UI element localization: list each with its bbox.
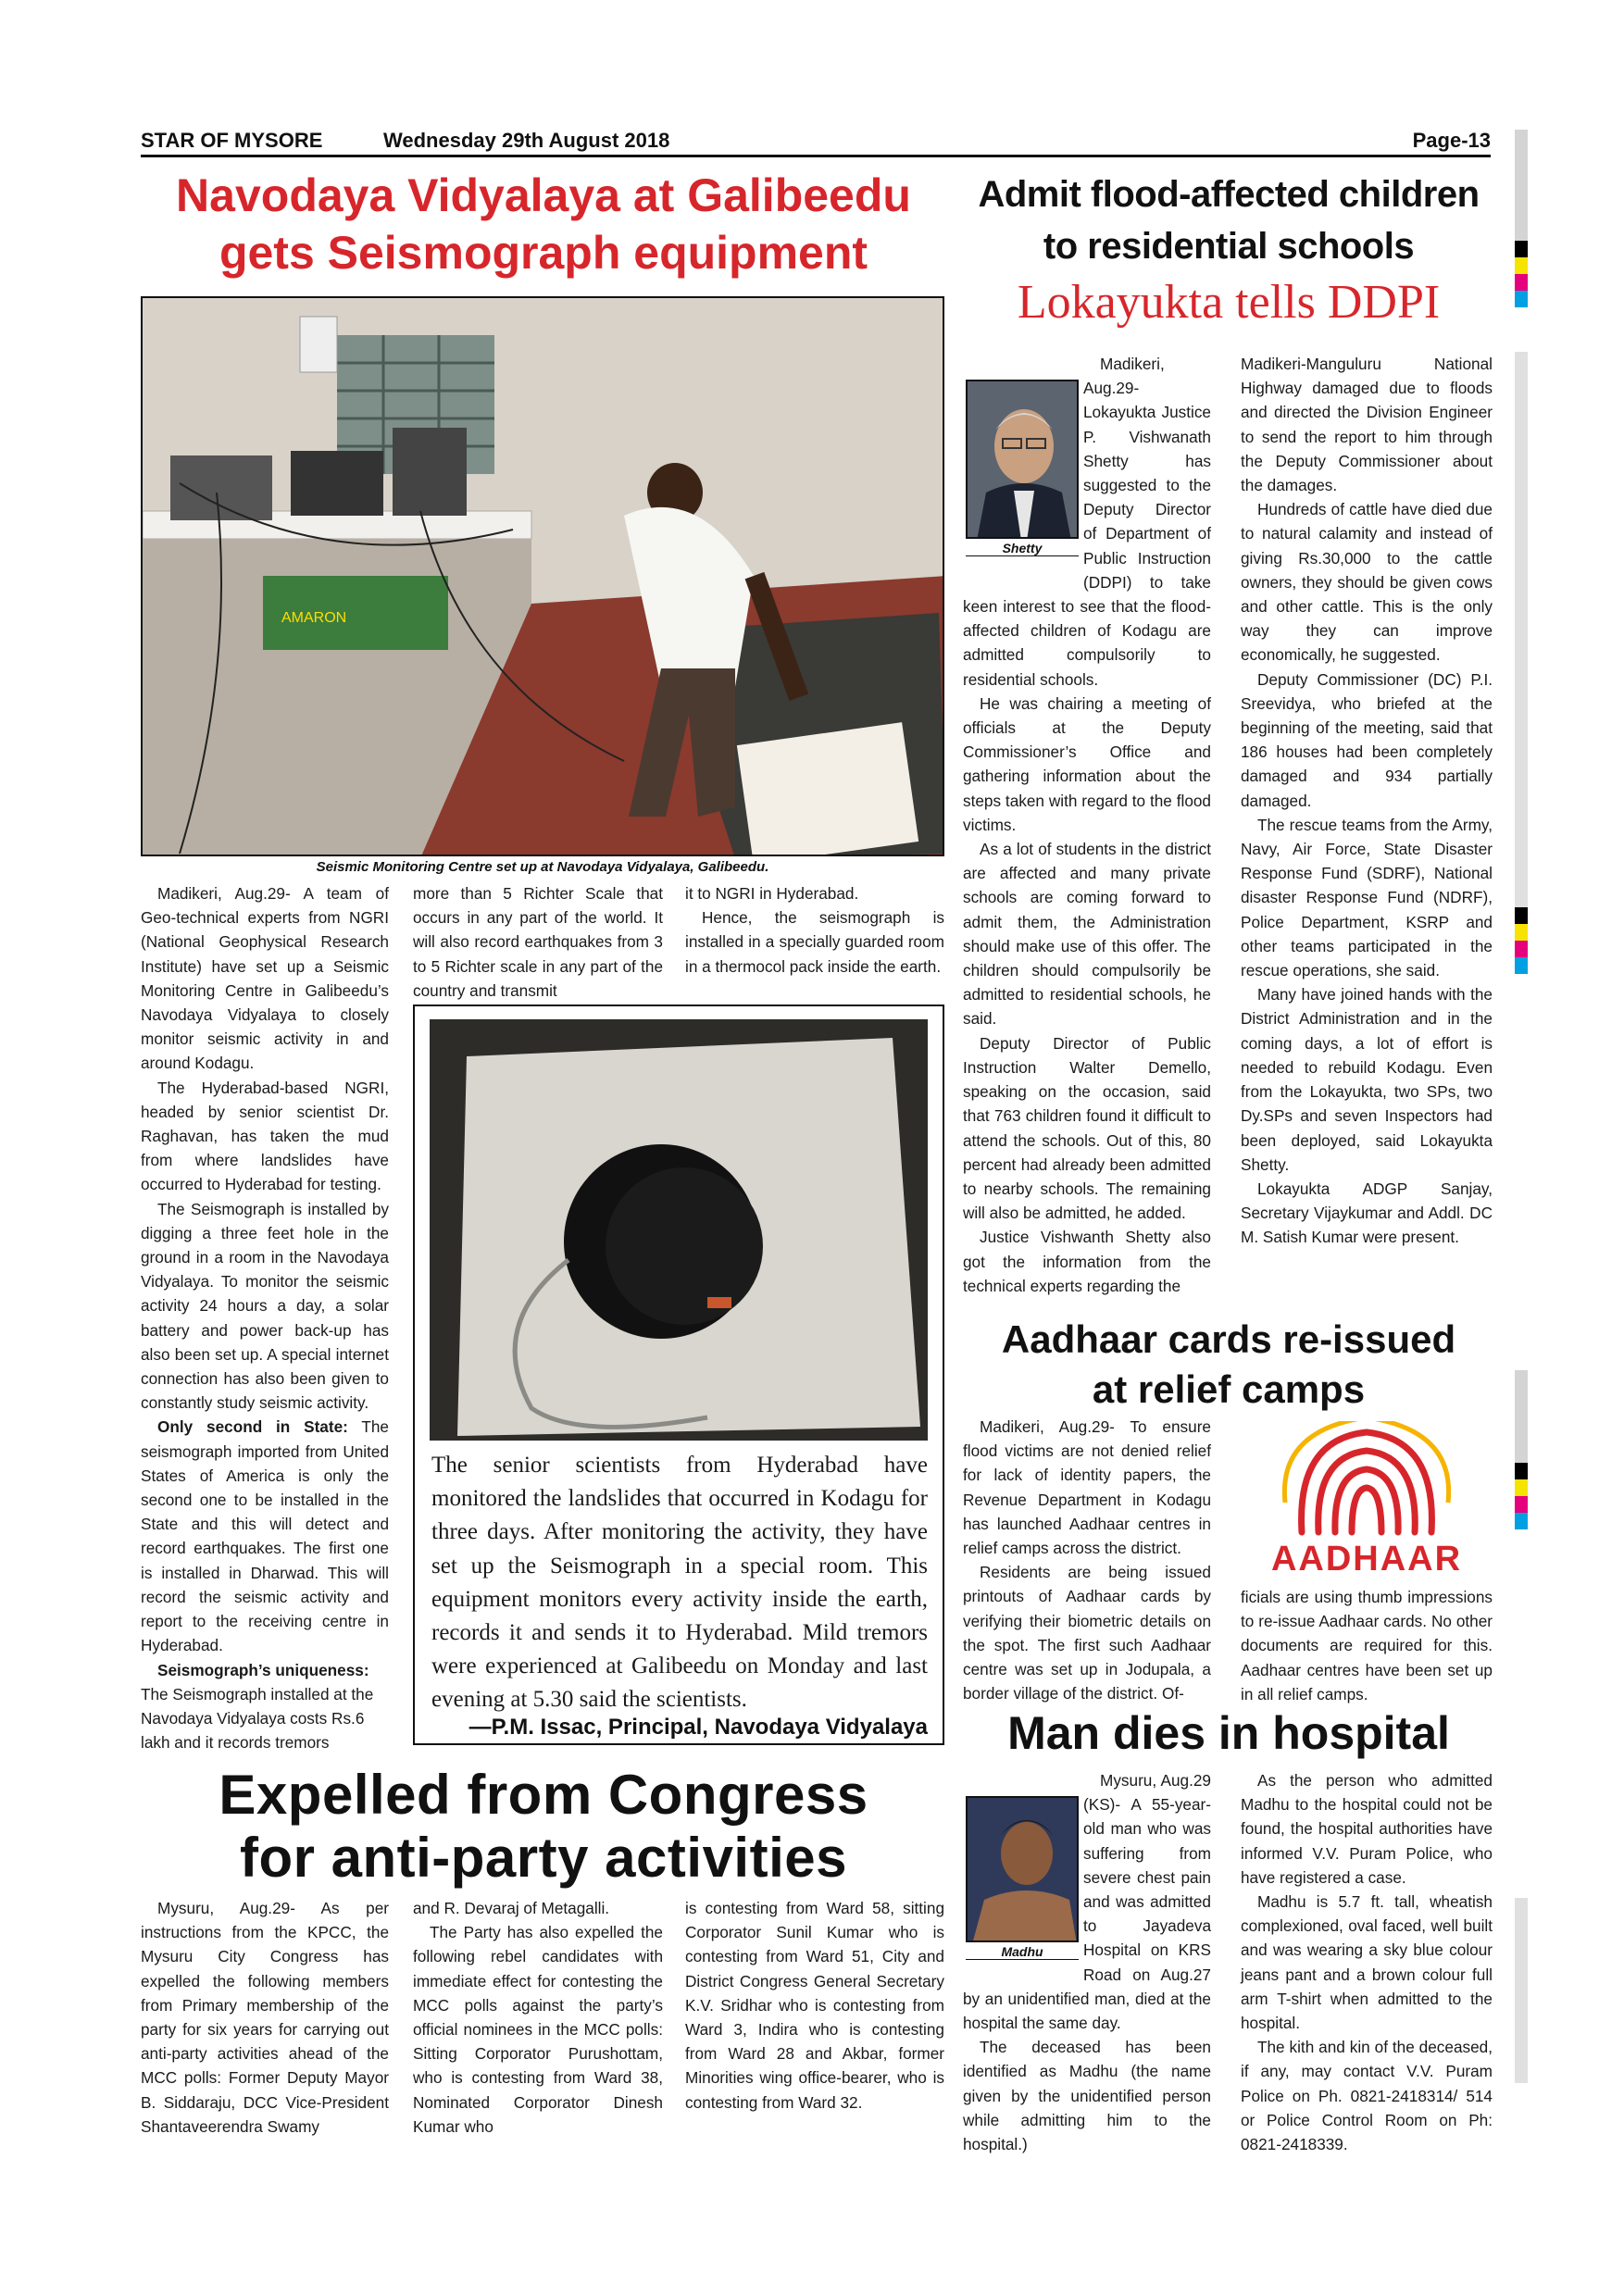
article-column: [1241, 1585, 1493, 1706]
paragraph: The rescue teams from the Army, Navy, Air Force, State Disaster Response Fund (SDRF), National disaster Response Fund (NDRF), Police Department, KSRP and other teams participated in the rescue operations, she said.: [1241, 815, 1493, 980]
page-header: [141, 128, 1491, 157]
paragraph: is contesting from Ward 58, sitting Corporator Sunil Kumar who is contesting from Ward 51, City and District Congress General Secretary K.V. Sridhar who is contesting from Ward 3, Indira who is contesting from Ward 28 and Akbar, former Minorities wing office-bearer, who is contesting from Ward 32.: [685, 1899, 944, 2112]
article-column: [1241, 1768, 1493, 2156]
headline-aadhaar: [963, 1315, 1494, 1415]
issue-date: Wednesday 29th August 2018: [383, 129, 670, 152]
paragraph: Mysuru, Aug.29- As per instructions from the KPCC, the Mysuru City Congress has expelled the following members from Primary membership of the party for six years for carrying out anti-party activities ahead of the MCC polls: Former Deputy Mayor B. Siddaraju, DCC Vice-President Shantaveerendra Swamy: [141, 1899, 389, 2136]
paragraph: Madikeri, Aug.29- A team of Geo-technical experts from NGRI (National Geophysical Research Institute) have set up a Seismic Monitoring Centre in Galibeedu’s Navodaya Vidyalaya to closely monitor seismic activity in and around Kodagu.: [141, 884, 389, 1073]
headline-line: at relief camps: [1092, 1367, 1366, 1411]
article-column: [413, 1896, 663, 2139]
photo-wrap-space: [963, 352, 1083, 570]
headline-line: Admit flood-affected children: [978, 174, 1480, 215]
headline-line: Navodaya Vidyalaya at Galibeedu: [176, 169, 911, 221]
subheading: Seismograph’s uniqueness:: [157, 1660, 369, 1679]
photo-caption: Seismic Monitoring Centre set up at Navodaya Vidyalaya, Galibeedu.: [316, 859, 769, 875]
paragraph: Madikeri-Manguluru National Highway damaged due to floods and directed the Division Engineer to send the report to him through the Deputy Commissioner about the damages.: [1241, 355, 1493, 495]
paragraph: Residents are being issued printouts of Aadhaar cards by verifying their biometric details on the spot. The first such Aadhaar centre was set up in Jodupala, a border village of the district. Of-: [963, 1563, 1211, 1703]
paragraph: Madhu is 5.7 ft. tall, wheatish complexioned, oval faced, well built and was wearing a sky blue colour jeans pant and a brown colour full arm T-shirt when admitted to the hospital.: [1241, 1892, 1493, 2033]
aadhaar-logo-text: AADHAAR: [1270, 1540, 1463, 1578]
headline-man-dies: Man dies in hospital: [1007, 1707, 1450, 1759]
quote-box: [413, 1004, 944, 1745]
paragraph: Justice Vishwanth Shetty also got the information from the technical experts regarding the: [963, 1228, 1211, 1295]
paragraph: [141, 1415, 389, 1657]
paragraph: Hundreds of cattle have died due to natural calamity and instead of giving Rs.30,000 to the cattle owners, they should be given cows and other cattle. This is the only way they can improve economically, he suggested.: [1241, 500, 1493, 665]
paragraph: Mysuru, Aug.29 (KS)- A 55-year-old man who was suffering from severe chest pain and was admitted to Jayadeva Hospital on KRS Road on Aug.27 by an unidentified man, died at the hospital the same day.: [963, 1771, 1211, 2033]
paragraph: He was chairing a meeting of officials at the Deputy Commissioner’s Office and gathering information about the steps taken with regard to the flood victims.: [963, 693, 1211, 834]
paragraph: ficials are using thumb impressions to re-issue Aadhaar cards. No other documents are required for this. Aadhaar centres have been set up in all relief camps.: [1241, 1588, 1493, 1703]
quote-attribution: —P.M. Issac, Principal, Navodaya Vidyalaya: [468, 1715, 928, 1740]
photo-wrap-space: [963, 1768, 1083, 1963]
paragraph: The kith and kin of the deceased, if any, may contact V.V. Puram Police on Ph. 0821-2418314/ 514 or Police Control Room on Ph: 0821-2418339.: [1241, 2038, 1493, 2154]
paragraph: Many have joined hands with the District Administration and in the coming days, a lot of effort is needed to rebuild Kodagu. Even from the Lokayukta, two SPs, two Dy.SPs and seven Inspectors had been deployed, said Lokayukta Shetty.: [1241, 985, 1493, 1174]
paragraph: Madikeri, Aug.29- Lokayukta Justice P. Vishwanath Shetty has suggested to the Deputy Director of Department of Public Instruction (DDPI) to take keen interest to see that the flood-affected children of Kodagu are admitted compulsorily to residential schools.: [963, 355, 1211, 689]
headline-line: gets Seismograph equipment: [219, 227, 868, 279]
article-column: [141, 1896, 389, 2139]
paragraph: The Hyderabad-based NGRI, headed by senior scientist Dr. Raghavan, has taken the mud from where landslides have occurred to Hyderabad for testing.: [141, 1078, 389, 1194]
paragraph: The Party has also expelled the following rebel candidates with immediate effect for contesting the MCC polls against the party’s official nominees in the MCC polls: Sitting Corporator Purushottam, who is contesting from Ward 38, Nominated Corporator Dinesh Kumar who: [413, 1923, 663, 2136]
seismograph-illustration: [430, 1019, 928, 1441]
article-column: [685, 881, 944, 979]
article-column: [963, 1768, 1211, 2156]
article-column: [141, 881, 389, 1754]
article-column: [413, 881, 663, 1003]
seismograph-photo: [430, 1019, 928, 1441]
paragraph-text: The seismograph imported from United States of America is only the second one to be installed in the State and this will detect and record earthquakes. The first one is installed in Dharwad. This will record the seismic activity and report to the receiving centre in Hyderabad.: [141, 1417, 389, 1655]
article-column: [963, 352, 1211, 1298]
page-number: Page-13: [1412, 129, 1491, 152]
paragraph: and R. Devaraj of Metagalli.: [413, 1899, 610, 1917]
newspaper-name: STAR OF MYSORE: [141, 129, 323, 152]
seismic-centre-photo: [141, 296, 944, 856]
aadhaar-logo: [1241, 1421, 1493, 1578]
paragraph: it to NGRI in Hyderabad.: [685, 884, 859, 903]
headline-line: Expelled from Congress: [219, 1764, 868, 1826]
headline-subline: Lokayukta tells DDPI: [1017, 276, 1441, 329]
paragraph: Hence, the seismograph is installed in a specially guarded room in a thermocol pack inside the earth.: [685, 908, 944, 976]
subheading: Only second in State:: [157, 1417, 348, 1437]
paragraph: As a lot of students in the district are affected and many private schools are coming forward to admit them, the Administration should make use of this offer. The children should compulsorily be admitted to residential schools, he said.: [963, 840, 1211, 1029]
paragraph: Lokayukta ADGP Sanjay, Secretary Vijaykumar and Addl. DC M. Satish Kumar were present.: [1241, 1179, 1493, 1247]
pull-quote: [431, 1449, 928, 1717]
paragraph: [141, 1658, 389, 1755]
headline-seismograph: [141, 167, 946, 281]
article-column: [963, 1415, 1211, 1705]
headline-line: Aadhaar cards re-issued: [1001, 1317, 1456, 1361]
headline-line: to residential schools: [1043, 226, 1415, 267]
headline-flood-children: [963, 168, 1494, 333]
fingerprint-icon: [1241, 1421, 1493, 1541]
paragraph: The Seismograph is installed by digging a three feet hole in the ground in a room in the Navodaya Vidyalaya. To monitor the seismic activity 24 hours a day, a solar battery and power back-up has also been set up. A special internet connection has also been given to constantly study seismic activity.: [141, 1199, 389, 1413]
photo-caption: Madhu: [966, 1944, 1079, 1960]
article-column: [685, 1896, 944, 2115]
paragraph: As the person who admitted Madhu to the hospital could not be found, the hospital authorities have informed V.V. Puram Police, who have registered a case.: [1241, 1771, 1493, 1887]
seismic-room-illustration: [143, 298, 944, 856]
photo-caption: Shetty: [966, 541, 1079, 556]
paragraph: more than 5 Richter Scale that occurs in any part of the world. It will also record earthquakes from 3 to 5 Richter scale in any part of the country and transmit: [413, 884, 663, 1000]
paragraph: Deputy Director of Public Instruction Walter Demello, speaking on the occasion, said that 763 children found it difficult to attend the schools. Out of this, 80 percent had already been admitted to nearby schools. The remaining will also be admitted, he added.: [963, 1033, 1211, 1223]
paragraph: The deceased has been identified as Madhu (the name given by the unidentified person while admitting him to the hospital.): [963, 2038, 1211, 2154]
svg-text:AMARON: AMARON: [281, 610, 347, 626]
paragraph-text: The Seismograph installed at the Navodaya Vidyalaya costs Rs.6 lakh and it records tremors: [141, 1684, 374, 1753]
paragraph: Deputy Commissioner (DC) P.I. Sreevidya, who briefed at the beginning of the meeting, said that 186 houses had been completely damaged and 934 partially damaged.: [1241, 669, 1493, 810]
paragraph: Madikeri, Aug.29- To ensure flood victims are not denied relief for lack of identity papers, the Revenue Department in Kodagu has launched Aadhaar centres in relief camps across the district.: [963, 1417, 1211, 1558]
article-column: [1241, 352, 1493, 1250]
headline-line: for anti-party activities: [239, 1827, 847, 1889]
headline-congress: [141, 1764, 946, 1890]
quote-text: The senior scientists from Hyderabad have monitored the landslides that occurred in Kodagu for three days. After monitoring the activity, they have set up the Seismograph in a special room. This equipment monitors every activity inside the earth, records it and sends it to Hyderabad. Mild tremors were experienced at Galibeedu on Monday and last evening at 5.30 said the scientists.: [431, 1453, 928, 1713]
